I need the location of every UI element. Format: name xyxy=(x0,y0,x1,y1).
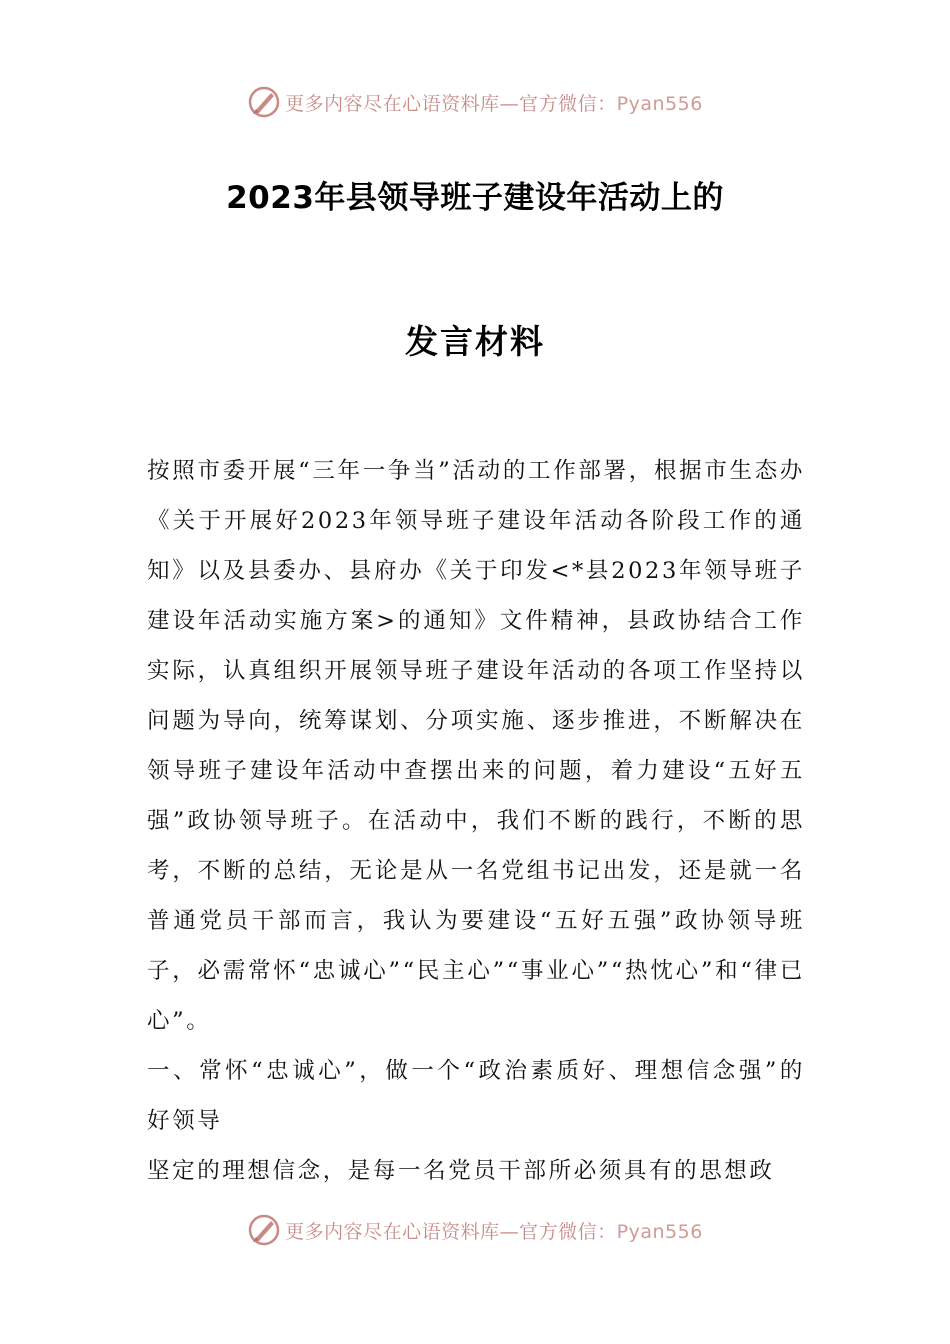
watermark-footer xyxy=(0,1210,950,1250)
pen-logo-icon xyxy=(247,1213,281,1247)
watermark-wechat-id: Pyan556 xyxy=(616,1220,703,1243)
document-body xyxy=(147,446,805,1196)
watermark-wechat-id: Pyan556 xyxy=(616,92,703,115)
paragraph-intro: 按照市委开展“三年一争当”活动的工作部署，根据市生态办《关于开展好2023年领导班子建设年活动各阶段工作的通知》以及县委办、县府办《关于印发<*县2023年领导班子建设年活动实施方案>的通知》文件精神，县政协结合工作实际，认真组织开展领导班子建设年活动的各项工作坚持以问题为导向，统筹谋划、分项实施、逐步推进，不断解决在领导班子建设年活动中查摆出来的问题，着力建设“五好五强”政协领导班子。在活动中，我们不断的践行，不断的思考，不断的总结，无论是从一名党组书记出发，还是就一名普通党员干部而言，我认为要建设“五好五强”政协领导班子，必需常怀“忠诚心”“民主心”“事业心”“热忱心”和“律已心”。 xyxy=(147,458,805,1034)
paragraph-section-1: 坚定的理想信念，是每一名党员干部所必须具有的思想政 xyxy=(147,1158,775,1184)
watermark-text: 更多内容尽在心语资料库—官方微信： xyxy=(285,1220,617,1243)
document-title: 2023年县领导班子建设年活动上的 xyxy=(226,180,724,216)
watermark-header xyxy=(0,82,950,122)
pen-logo-icon xyxy=(247,85,281,119)
watermark-text: 更多内容尽在心语资料库—官方微信： xyxy=(285,92,617,115)
section-heading-1: 一、常怀“忠诚心”，做一个“政治素质好、理想信念强”的好领导 xyxy=(147,1058,805,1134)
document-subtitle: 发言材料 xyxy=(405,322,545,361)
